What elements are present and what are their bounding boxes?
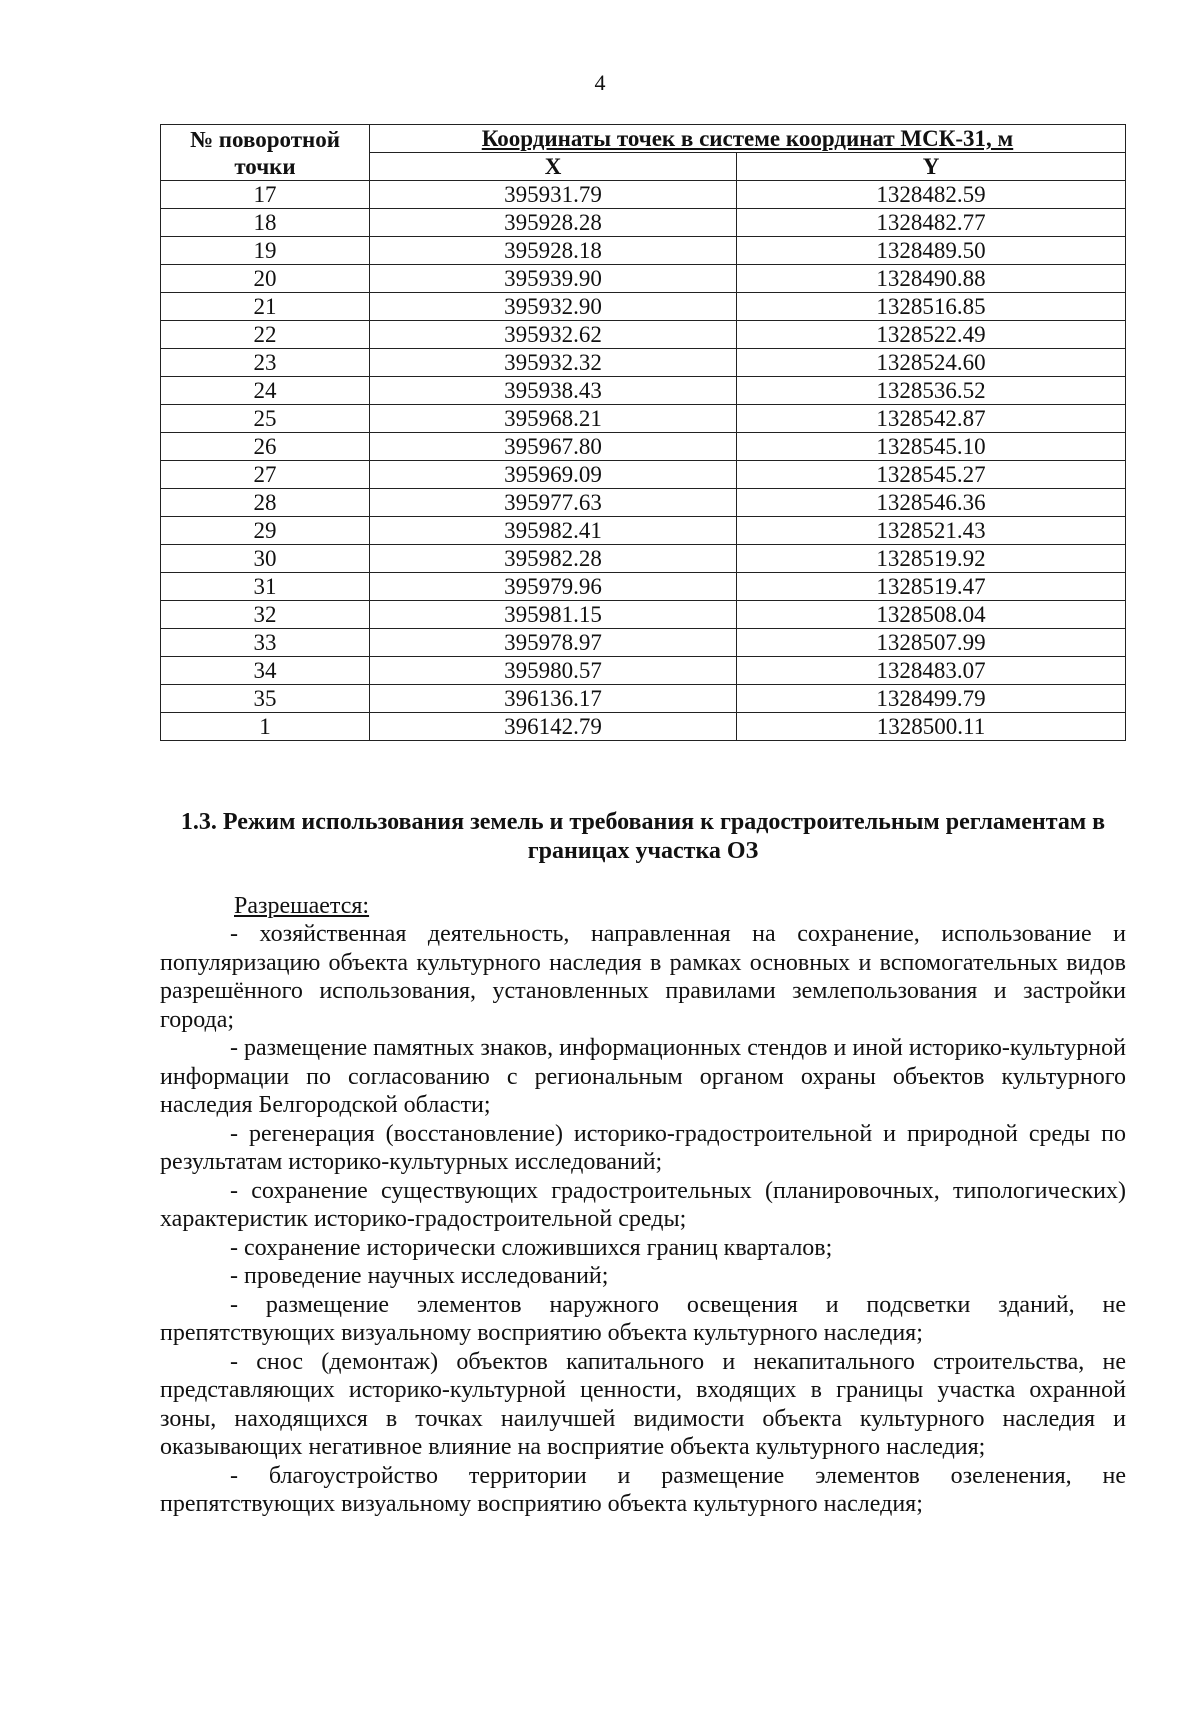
cell-point-number: 28: [161, 489, 370, 517]
allowed-item: - проведение научных исследований;: [230, 1263, 609, 1289]
section-title: 1.3. Режим использования земель и требования к градостроительным регламентам в границах участка ОЗ: [180, 809, 1106, 864]
cell-point-number: 27: [161, 461, 370, 489]
cell-x: 395978.97: [370, 629, 737, 657]
cell-x: 395932.32: [370, 349, 737, 377]
cell-y: 1328508.04: [737, 601, 1126, 629]
table-row: [161, 517, 1126, 545]
cell-y: 1328545.10: [737, 433, 1126, 461]
cell-point-number: 17: [161, 181, 370, 209]
cell-x: 395982.41: [370, 517, 737, 545]
table-row: [161, 181, 1126, 209]
cell-y: 1328524.60: [737, 349, 1126, 377]
allowed-item: - хозяйственная деятельность, направленная на сохранение, использование и популяризацию объекта культурного наследия в рамках основных и вспомогательных видов разрешённого использования, установленных правилами землепользования и застройки города;: [160, 921, 1126, 1033]
cell-point-number: 33: [161, 629, 370, 657]
table-row: [161, 461, 1126, 489]
cell-x: 395928.28: [370, 209, 737, 237]
header-x: X: [370, 153, 737, 181]
cell-x: 395980.57: [370, 657, 737, 685]
cell-point-number: 32: [161, 601, 370, 629]
cell-y: 1328536.52: [737, 377, 1126, 405]
cell-y: 1328483.07: [737, 657, 1126, 685]
cell-point-number: 21: [161, 293, 370, 321]
cell-y: 1328489.50: [737, 237, 1126, 265]
table-row: [161, 545, 1126, 573]
cell-x: 395982.28: [370, 545, 737, 573]
header-coordinates: [370, 125, 1126, 153]
cell-point-number: 35: [161, 685, 370, 713]
cell-x: 395938.43: [370, 377, 737, 405]
allowed-item: - благоустройство территории и размещение элементов озеленения, не препятствующих визуальному восприятию объекта культурного наследия;: [160, 1462, 1126, 1517]
allowed-item: - сохранение существующих градостроительных (планировочных, типологических) характеристик историко-градостроительной среды;: [160, 1177, 1126, 1232]
coordinates-table-body: [161, 181, 1126, 741]
cell-y: 1328499.79: [737, 685, 1126, 713]
cell-x: 395981.15: [370, 601, 737, 629]
cell-point-number: 29: [161, 517, 370, 545]
table-row: [161, 265, 1126, 293]
cell-y: 1328500.11: [737, 713, 1126, 741]
allowed-label: Разрешается:: [234, 893, 370, 919]
table-row: [161, 629, 1126, 657]
cell-x: 395977.63: [370, 489, 737, 517]
cell-point-number: 19: [161, 237, 370, 265]
table-row: [161, 321, 1126, 349]
cell-point-number: 30: [161, 545, 370, 573]
cell-x: 395967.80: [370, 433, 737, 461]
cell-y: 1328507.99: [737, 629, 1126, 657]
cell-point-number: 26: [161, 433, 370, 461]
cell-point-number: 20: [161, 265, 370, 293]
table-row: [161, 713, 1126, 741]
table-row: [161, 377, 1126, 405]
cell-y: 1328542.87: [737, 405, 1126, 433]
cell-x: 395932.90: [370, 293, 737, 321]
allowed-item: - регенерация (восстановление) историко-градостроительной и природной среды по результатам историко-культурных исследований;: [160, 1120, 1126, 1175]
cell-y: 1328546.36: [737, 489, 1126, 517]
cell-point-number: 31: [161, 573, 370, 601]
cell-y: 1328519.92: [737, 545, 1126, 573]
page-number: 4: [594, 70, 606, 95]
table-row: [161, 293, 1126, 321]
table-row: [161, 601, 1126, 629]
table-row: [161, 573, 1126, 601]
table-row: [161, 349, 1126, 377]
cell-point-number: 25: [161, 405, 370, 433]
cell-x: 395932.62: [370, 321, 737, 349]
cell-y: 1328516.85: [737, 293, 1126, 321]
header-point-number: № поворотной точки: [161, 125, 370, 181]
coordinates-table: [160, 124, 1126, 741]
allowed-list: [160, 920, 1126, 1519]
cell-point-number: 1: [161, 713, 370, 741]
allowed-item: - размещение элементов наружного освещения и подсветки зданий, не препятствующих визуальному восприятию объекта культурного наследия;: [160, 1291, 1126, 1346]
allowed-item: - сохранение исторически сложившихся границ кварталов;: [230, 1234, 833, 1261]
cell-y: 1328521.43: [737, 517, 1126, 545]
table-row: [161, 433, 1126, 461]
cell-point-number: 23: [161, 349, 370, 377]
cell-y: 1328482.77: [737, 209, 1126, 237]
cell-x: 396142.79: [370, 713, 737, 741]
cell-point-number: 24: [161, 377, 370, 405]
allowed-item: - снос (демонтаж) объектов капитального и некапитального строительства, не представляющих историко-культурной ценности, входящих в границы участка охранной зоны, находящихся в точках наилучшей видимости объекта культурного наследия и оказывающих негативное влияние на восприятие объекта культурного наследия;: [160, 1348, 1126, 1460]
cell-point-number: 18: [161, 209, 370, 237]
cell-y: 1328482.59: [737, 181, 1126, 209]
cell-x: 395939.90: [370, 265, 737, 293]
cell-x: 396136.17: [370, 685, 737, 713]
header-y: Y: [737, 153, 1126, 181]
cell-x: 395969.09: [370, 461, 737, 489]
table-row: [161, 405, 1126, 433]
cell-point-number: 34: [161, 657, 370, 685]
cell-x: 395968.21: [370, 405, 737, 433]
table-row: [161, 209, 1126, 237]
cell-y: 1328519.47: [737, 573, 1126, 601]
table-row: [161, 237, 1126, 265]
cell-y: 1328522.49: [737, 321, 1126, 349]
table-row: [161, 489, 1126, 517]
cell-y: 1328545.27: [737, 461, 1126, 489]
allowed-item: - размещение памятных знаков, информационных стендов и иной историко-культурной информации по согласованию с региональным органом охраны объектов культурного наследия Белгородской области;: [160, 1035, 1126, 1118]
table-row: [161, 657, 1126, 685]
cell-x: 395979.96: [370, 573, 737, 601]
table-row: [161, 685, 1126, 713]
cell-y: 1328490.88: [737, 265, 1126, 293]
cell-point-number: 22: [161, 321, 370, 349]
header-coordinates-label: Координаты точек в системе координат МСК-31, м: [481, 126, 1014, 151]
cell-x: 395931.79: [370, 181, 737, 209]
cell-x: 395928.18: [370, 237, 737, 265]
